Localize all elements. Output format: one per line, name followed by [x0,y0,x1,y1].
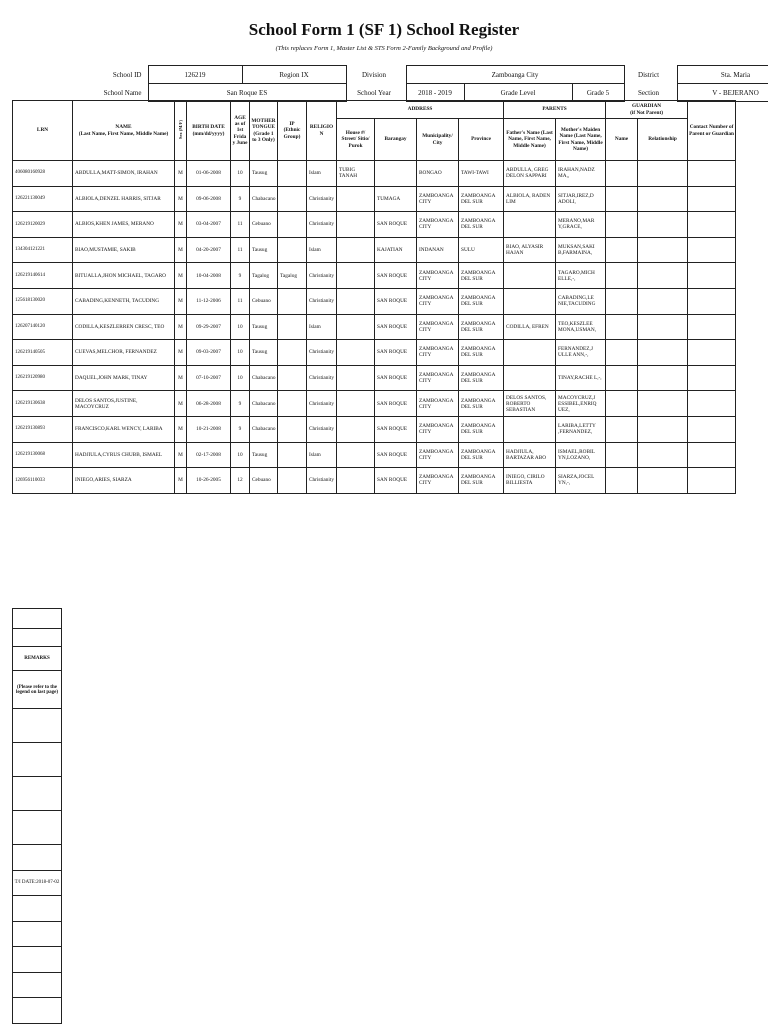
cell-mother: TAGARO,MICH ELLE,-, [556,263,606,289]
remarks-blank-top-2 [13,629,62,647]
school-id-label: School ID [112,70,142,79]
cell-lrn: 126219140614 [13,263,73,289]
cell-contact [688,340,736,366]
cell-tongue: Tausug [250,161,278,187]
region-value: Region IX [242,66,346,84]
cell-age: 11 [231,212,250,238]
cell-city: ZAMBOANGA CITY [417,468,459,494]
cell-city: ZAMBOANGA CITY [417,314,459,340]
table-row [13,237,736,263]
remarks-note: (Please refer to the legend on last page) [13,671,62,709]
cell-contact [688,212,736,238]
cell-religion: Christianity [307,288,337,314]
cell-house [337,442,375,468]
col-lrn: LRN [13,101,73,161]
cell-city: ZAMBOANGA CITY [417,391,459,417]
cell-mother: MACOYCRUZ,J ESSIBEL,ENRIQ UEZ, [556,391,606,417]
remarks-entry [13,947,62,973]
cell-age: 11 [231,237,250,263]
cell-tongue: Chabacano [250,391,278,417]
cell-name: DAQUEL,JOHN MARK, TINAY [73,365,175,391]
cell-ip [278,442,307,468]
remarks-entry [13,972,62,998]
cell-father [504,340,556,366]
cell-father [504,365,556,391]
cell-contact [688,186,736,212]
table-row [13,391,736,417]
cell-father [504,212,556,238]
cell-father [504,416,556,442]
cell-city: BONGAO [417,161,459,187]
cell-tongue: Tausug [250,237,278,263]
cell-age: 10 [231,365,250,391]
cell-ip: Tagalog [278,263,307,289]
school-info [68,65,768,102]
cell-ip [278,314,307,340]
remarks-label: REMARKS [13,647,62,671]
cell-barangay: SAN ROQUE [375,416,417,442]
cell-house [337,340,375,366]
cell-barangay: SAN ROQUE [375,340,417,366]
table-row [13,186,736,212]
cell-barangay: SAN ROQUE [375,263,417,289]
cell-contact [688,263,736,289]
cell-sex: M [175,263,187,289]
cell-ip [278,288,307,314]
cell-lrn: 406080160928 [13,161,73,187]
cell-birth: 09-29-2007 [187,314,231,340]
division-value: Zamboanga City [406,66,624,84]
cell-relationship [638,391,688,417]
table-row [13,442,736,468]
cell-relationship [638,212,688,238]
cell-name: ALBIOS,KHEN JAMES, MERANO [73,212,175,238]
cell-relationship [638,340,688,366]
cell-barangay: SAN ROQUE [375,365,417,391]
table-row [13,263,736,289]
cell-ip [278,186,307,212]
cell-birth: 09-03-2007 [187,340,231,366]
section-label: Section [638,88,660,97]
cell-guardian [606,237,638,263]
cell-city: ZAMBOANGA CITY [417,263,459,289]
form-title: School Form 1 (SF 1) School Register [248,20,520,39]
remarks-entry [13,709,62,743]
col-age: AGE as of 1st Frida y June [231,101,250,161]
cell-birth: 04-20-2007 [187,237,231,263]
cell-religion: Christianity [307,212,337,238]
cell-house [337,365,375,391]
cell-province: ZAMBOANGA DEL SUR [459,391,504,417]
cell-barangay: KAJATIAN [375,237,417,263]
cell-relationship [638,237,688,263]
col-barangay: Barangay [375,119,417,161]
cell-ip [278,391,307,417]
cell-relationship [638,365,688,391]
cell-city: ZAMBOANGA CITY [417,442,459,468]
cell-city: ZAMBOANGA CITY [417,416,459,442]
cell-father: BIAO, ALYASIR HAJAN [504,237,556,263]
school-name-label: School Name [103,88,142,97]
cell-age: 10 [231,161,250,187]
table-row [13,161,736,187]
cell-guardian [606,212,638,238]
cell-tongue: Tagalog [250,263,278,289]
cell-guardian [606,288,638,314]
col-municipality: Municipality/ City [417,119,459,161]
table-row [13,340,736,366]
cell-guardian [606,314,638,340]
cell-father [504,263,556,289]
cell-guardian [606,442,638,468]
cell-lrn: 126219140505 [13,340,73,366]
col-sex: Sex (M/F) [175,101,187,161]
cell-tongue: Chabacano [250,365,278,391]
cell-house [337,416,375,442]
remarks-table [12,608,62,1024]
cell-province: ZAMBOANGA DEL SUR [459,442,504,468]
cell-religion: Islam [307,442,337,468]
cell-province: ZAMBOANGA DEL SUR [459,468,504,494]
cell-barangay: SAN ROQUE [375,442,417,468]
cell-sex: M [175,212,187,238]
cell-name: DELOS SANTOS,JUSTINE, MACOYCRUZ [73,391,175,417]
cell-age: 10 [231,340,250,366]
cell-province: ZAMBOANGA DEL SUR [459,314,504,340]
cell-sex: M [175,416,187,442]
cell-mother: ISMAEL,ROBIL YN,LOZANO, [556,442,606,468]
col-address: ADDRESS [337,101,504,119]
cell-house: TUBIG TANAH [337,161,375,187]
grade-level-value: Grade 5 [572,84,624,102]
cell-birth: 10-21-2008 [187,416,231,442]
cell-name: BITUALLA,JHON MICHAEL, TAGARO [73,263,175,289]
remarks-entry [13,743,62,777]
col-house: House #/ Street/ Sitio/ Purok [337,119,375,161]
cell-tongue: Cebuano [250,212,278,238]
table-row [13,468,736,494]
cell-guardian [606,365,638,391]
cell-tongue: Chabacano [250,186,278,212]
cell-sex: M [175,237,187,263]
cell-guardian [606,340,638,366]
cell-mother: MUKSAN,SAKI B,FARMAINA, [556,237,606,263]
cell-father: INIEGO, CIRILO BILLIESTA [504,468,556,494]
cell-city: ZAMBOANGA CITY [417,365,459,391]
cell-father: CODILLA, EFREN [504,314,556,340]
cell-barangay: TUMAGA [375,186,417,212]
cell-age: 12 [231,468,250,494]
cell-father [504,288,556,314]
cell-ip [278,340,307,366]
cell-sex: M [175,161,187,187]
cell-province: TAWI-TAWI [459,161,504,187]
cell-tongue: Tausug [250,340,278,366]
remarks-entry [13,777,62,811]
cell-birth: 06-28-2008 [187,391,231,417]
cell-contact [688,314,736,340]
cell-province: ZAMBOANGA DEL SUR [459,340,504,366]
table-row [13,365,736,391]
cell-mother: TEO,KESZLEE MONA,USMAN, [556,314,606,340]
cell-birth: 02-17-2008 [187,442,231,468]
cell-religion: Christianity [307,416,337,442]
cell-tongue: Chabacano [250,416,278,442]
cell-guardian [606,186,638,212]
col-guardian-name: Name [606,119,638,161]
cell-ip [278,416,307,442]
col-province: Province [459,119,504,161]
cell-relationship [638,161,688,187]
cell-barangay: SAN ROQUE [375,314,417,340]
cell-relationship [638,416,688,442]
cell-father: DELOS SANTOS, ROBERTO SEBASTIAN [504,391,556,417]
cell-lrn: 126219120980 [13,365,73,391]
cell-religion: Islam [307,237,337,263]
cell-father: HADJIULA, BARTAZAR ABO [504,442,556,468]
cell-age: 10 [231,442,250,468]
school-year-value: 2018 - 2019 [406,84,464,102]
cell-mother: IRAHAN,NADZ MA,, [556,161,606,187]
cell-religion: Islam [307,314,337,340]
cell-birth: 07-10-2007 [187,365,231,391]
cell-age: 9 [231,263,250,289]
cell-sex: M [175,186,187,212]
cell-mother: MERANO,MAR Y,GRACE, [556,212,606,238]
cell-contact [688,161,736,187]
cell-religion: Christianity [307,340,337,366]
cell-sex: M [175,365,187,391]
cell-sex: M [175,288,187,314]
remarks-blank-top [13,609,62,629]
remarks-entry [13,998,62,1024]
cell-house [337,468,375,494]
cell-province: ZAMBOANGA DEL SUR [459,365,504,391]
cell-age: 9 [231,186,250,212]
cell-religion: Christianity [307,468,337,494]
cell-name: BIAO,MUSTAMIE, SAKIB [73,237,175,263]
cell-name: FRANCISCO,KARL WENCY, LARIBA [73,416,175,442]
cell-contact [688,416,736,442]
cell-relationship [638,186,688,212]
col-name: NAME (Last Name, First Name, Middle Name) [73,101,175,161]
cell-birth: 10-04-2008 [187,263,231,289]
col-ip: IP (Ethnic Group) [278,101,307,161]
remarks-entry [13,845,62,871]
cell-religion: Christianity [307,365,337,391]
cell-religion: Christianity [307,391,337,417]
school-id-value: 126219 [148,66,242,84]
cell-sex: M [175,442,187,468]
cell-contact [688,288,736,314]
cell-guardian [606,263,638,289]
cell-age: 9 [231,391,250,417]
cell-sex: M [175,468,187,494]
cell-ip [278,468,307,494]
cell-father: ABDULLA, GREG DELON SAPPARI [504,161,556,187]
cell-sex: M [175,340,187,366]
cell-birth: 03-04-2007 [187,212,231,238]
cell-barangay: SAN ROQUE [375,468,417,494]
cell-name: INIEGO,ARIES, SIARZA [73,468,175,494]
cell-barangay: SAN ROQUE [375,288,417,314]
cell-mother: LARIBA,LETTY ,FERNANDEZ, [556,416,606,442]
cell-contact [688,468,736,494]
cell-guardian [606,391,638,417]
cell-age: 11 [231,288,250,314]
cell-contact [688,365,736,391]
cell-birth: 10-26-2005 [187,468,231,494]
cell-name: CODILLA,KESZLERREN CRESC, TEO [73,314,175,340]
cell-religion: Christianity [307,186,337,212]
cell-guardian [606,416,638,442]
cell-contact [688,442,736,468]
cell-province: ZAMBOANGA DEL SUR [459,186,504,212]
cell-ip [278,237,307,263]
cell-father: ALBIOLA, RADEN LIM [504,186,556,212]
remarks-entry: T/I DATE:2018-07-02 [13,870,62,896]
remarks-entry [13,921,62,947]
cell-name: CUEVAS,MELCHOR, FERNANDEZ [73,340,175,366]
district-value: Sta. Maria [677,66,768,84]
cell-relationship [638,468,688,494]
cell-tongue: Cebuano [250,288,278,314]
cell-city: ZAMBOANGA CITY [417,186,459,212]
cell-relationship [638,263,688,289]
cell-house [337,186,375,212]
cell-barangay: SAN ROQUE [375,212,417,238]
cell-house [337,391,375,417]
cell-lrn: 126219130893 [13,416,73,442]
table-row [13,416,736,442]
cell-mother: SITJAR,IREZ,D ADOLI, [556,186,606,212]
cell-lrn: 126219130068 [13,442,73,468]
division-label: Division [361,70,387,79]
grade-level-label: Grade Level [464,84,572,102]
cell-mother: FERNANDEZ,J ULLE ANN,-, [556,340,606,366]
cell-province: SULU [459,237,504,263]
col-contact: Contact Number of Parent or Guardian [688,101,736,161]
table-row [13,212,736,238]
cell-lrn: 126221130049 [13,186,73,212]
cell-tongue: Tausug [250,314,278,340]
cell-age: 9 [231,416,250,442]
cell-name: HADJIULA,CYRUS CHUBB, ISMAEL [73,442,175,468]
cell-house [337,237,375,263]
cell-tongue: Cebuano [250,468,278,494]
cell-contact [688,237,736,263]
cell-house [337,314,375,340]
cell-house [337,263,375,289]
cell-mother: TINAY,RACHE L,-, [556,365,606,391]
cell-religion: Christianity [307,263,337,289]
cell-barangay: SAN ROQUE [375,391,417,417]
cell-birth: 11-12-2006 [187,288,231,314]
cell-guardian [606,161,638,187]
district-label: District [638,70,660,79]
cell-birth: 01-06-2008 [187,161,231,187]
col-birth-date: BIRTH DATE (mm/dd/yyyy) [187,101,231,161]
cell-mother: CABADING,LE NIE,TACUDING [556,288,606,314]
col-relationship: Relationship [638,119,688,161]
cell-house [337,288,375,314]
register-table [12,100,736,494]
cell-house [337,212,375,238]
cell-ip [278,365,307,391]
cell-city: ZAMBOANGA CITY [417,288,459,314]
col-mother: Mother's Maiden Name (Last Name, First Name, Middle Name) [556,119,606,161]
remarks-entry [13,811,62,845]
cell-relationship [638,314,688,340]
cell-relationship [638,288,688,314]
cell-name: ALBIOLA,DENZEL HARRIS, SITJAR [73,186,175,212]
cell-city: ZAMBOANGA CITY [417,212,459,238]
cell-contact [688,391,736,417]
col-guardian: GUARDIAN (if Not Parent) [606,101,688,119]
school-year-label: School Year [357,88,391,97]
cell-lrn: 126207140120 [13,314,73,340]
cell-province: ZAMBOANGA DEL SUR [459,263,504,289]
cell-province: ZAMBOANGA DEL SUR [459,416,504,442]
cell-birth: 09-06-2008 [187,186,231,212]
cell-province: ZAMBOANGA DEL SUR [459,288,504,314]
cell-relationship [638,442,688,468]
cell-city: INDANAN [417,237,459,263]
cell-province: ZAMBOANGA DEL SUR [459,212,504,238]
cell-age: 10 [231,314,250,340]
cell-lrn: 134304121221 [13,237,73,263]
cell-ip [278,161,307,187]
cell-lrn: 125618130020 [13,288,73,314]
section-value: V - BEJERANO [677,84,768,102]
form-subtitle: (This replaces Form 1, Master List & STS Form 2-Family Background and Profile) [275,45,493,52]
table-row [13,314,736,340]
col-father: Father's Name (Last Name, First Name, Middle Name) [504,119,556,161]
cell-lrn: 126219130638 [13,391,73,417]
cell-guardian [606,468,638,494]
col-mother-tongue: MOTHER TONGUE (Grade 1 to 3 Only) [250,101,278,161]
cell-sex: M [175,314,187,340]
cell-name: ABDULLA,MATT-SIMON, IRAHAN [73,161,175,187]
cell-name: CABADING,KENNETH, TACUDING [73,288,175,314]
cell-sex: M [175,391,187,417]
cell-mother: SIARZA,JOCEL YN,-, [556,468,606,494]
table-row [13,288,736,314]
cell-barangay [375,161,417,187]
cell-lrn: 126956110033 [13,468,73,494]
cell-city: ZAMBOANGA CITY [417,340,459,366]
cell-religion: Islam [307,161,337,187]
school-name-value: San Roque ES [148,84,346,102]
col-parents: PARENTS [504,101,606,119]
cell-tongue: Tausug [250,442,278,468]
remarks-entry [13,896,62,922]
col-religion: RELIGIO N [307,101,337,161]
cell-ip [278,212,307,238]
cell-lrn: 126219120029 [13,212,73,238]
